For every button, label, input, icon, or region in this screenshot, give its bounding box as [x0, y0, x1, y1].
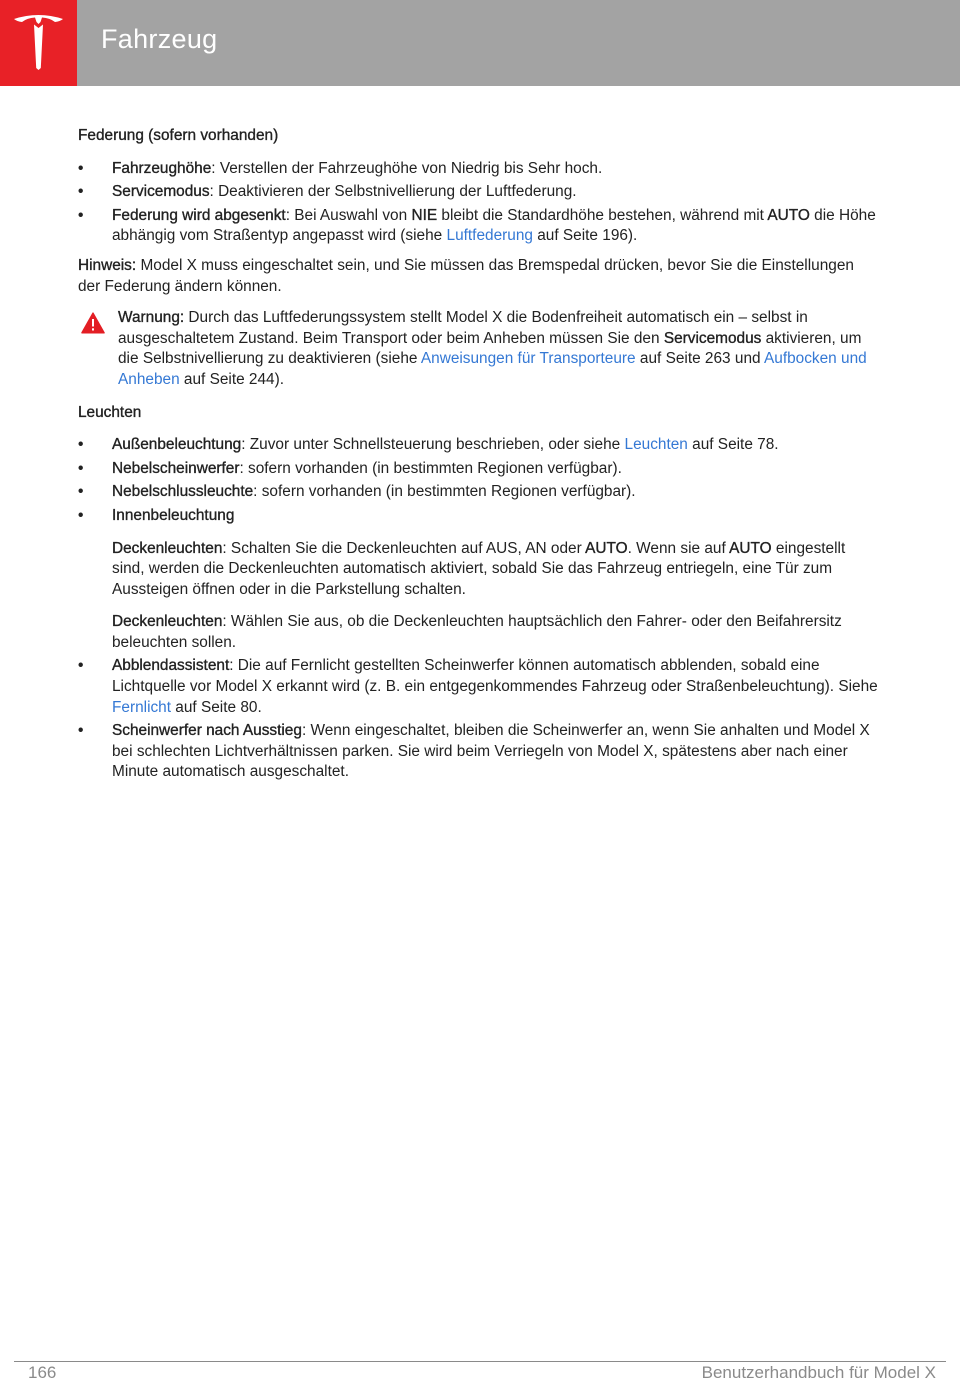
- warning-text-part: Durch das Luftfederungssystem stellt Model X die Bodenfreiheit automatisch ein – selbst in ausgeschaltetem Zustand. Beim Transport oder beim Anheben müssen Sie den: [118, 309, 808, 347]
- bullet-marker: •: [78, 722, 84, 740]
- item-text: : Zuvor unter Schnellsteuerung beschrieben, oder siehe: [241, 436, 625, 454]
- brand-logo-box: [0, 0, 77, 86]
- warning-icon: [81, 312, 105, 334]
- list-item: [78, 159, 878, 180]
- lights-heading: Leuchten: [78, 403, 142, 421]
- warning-text-part: auf Seite 244).: [179, 370, 285, 388]
- item-text: bleibt die Standardhöhe bestehen, während mit: [437, 206, 768, 224]
- warning-box: [78, 308, 878, 390]
- note-text: Model X muss eingeschaltet sein, und Sie müssen das Bremspedal drücken, bevor Sie die Einstellungen der Federung ändern können.: [78, 256, 854, 295]
- note-paragraph: [78, 256, 878, 297]
- item-term: Scheinwerfer nach Ausstieg: [112, 722, 302, 740]
- bullet-marker: •: [78, 459, 84, 477]
- interior-paragraph: [112, 612, 878, 653]
- warning-text: [118, 308, 878, 390]
- bullet-marker: •: [78, 506, 84, 524]
- link-luftfederung[interactable]: Luftfederung: [446, 227, 533, 245]
- section-title: Fahrzeug: [101, 24, 218, 54]
- list-item: [78, 506, 878, 654]
- bullet-marker: •: [78, 206, 84, 224]
- item-term: Deckenleuchten: [112, 539, 223, 557]
- setting-value: NIE: [411, 206, 438, 224]
- lights-list: [78, 435, 878, 783]
- list-item: [78, 656, 878, 718]
- item-term: Abblendassistent: [112, 657, 230, 675]
- item-text: auf Seite 196).: [532, 227, 638, 245]
- bullet-marker: •: [78, 159, 84, 177]
- link-anweisungen-transporteure[interactable]: Anweisungen für Transporteure: [420, 350, 636, 368]
- bullet-marker: •: [78, 183, 84, 201]
- bullet-marker: •: [78, 483, 84, 501]
- item-text: : Wenn eingeschaltet, bleiben die Scheinwerfer an, wenn Sie anhalten und Model X bei schlechten Lichtverhältnissen parken. Sie wird beim Verriegeln von Model X, spätestens aber nach einer Minute automatisch ausgeschaltet.: [112, 722, 870, 781]
- page-content: [78, 126, 878, 786]
- item-term: Außenbeleuchtung: [112, 436, 242, 454]
- item-term: Nebelschlussleuchte: [112, 483, 254, 501]
- item-term: Federung wird abgesenkt: [112, 206, 286, 224]
- interior-paragraph: [112, 539, 878, 601]
- setting-value: AUTO: [585, 539, 628, 557]
- link-aufbocken-anheben[interactable]: Aufbocken und Anheben: [118, 350, 867, 388]
- item-text: : Schalten Sie die Deckenleuchten auf AUS, AN oder: [222, 539, 586, 557]
- warning-term: Servicemodus: [663, 329, 762, 347]
- suspension-heading: Federung (sofern vorhanden): [78, 127, 279, 144]
- item-text: : Die auf Fernlicht gestellten Scheinwerfer können automatisch abblenden, sobald eine Lichtquelle vor Model X erkannt wird (z. B. ein entgegenkommendes Fahrzeug oder Straßenbeleuchtung). Siehe: [112, 657, 878, 696]
- warning-text-part: auf Seite 263 und: [635, 350, 764, 368]
- item-text: : sofern vorhanden (in bestimmten Regionen verfügbar).: [239, 459, 622, 477]
- list-item: [78, 435, 878, 456]
- warning-text-part: aktivieren, um die Selbstnivellierung zu deaktivieren (siehe: [118, 329, 862, 368]
- item-text: : Wählen Sie aus, ob die Deckenleuchten hauptsächlich den Fahrer- oder den Beifahrersitz beleuchten sollen.: [112, 613, 842, 651]
- warning-label: Warnung:: [118, 309, 185, 327]
- item-text: eingestellt sind, werden die Deckenleuchten automatisch aktiviert, sobald Sie das Fahrzeug entriegeln, eine Tür zum Aussteigen öffnen oder in die Parkstellung schalten.: [112, 539, 846, 598]
- suspension-list: [78, 159, 878, 247]
- item-text: auf Seite 80.: [171, 698, 262, 716]
- item-text: : sofern vorhanden (in bestimmten Regionen verfügbar).: [253, 483, 636, 501]
- footer-title: Benutzerhandbuch für Model X: [701, 1363, 936, 1382]
- item-text: die Höhe abhängig vom Straßentyp angepasst wird (siehe: [112, 206, 876, 245]
- item-text: : Bei Auswahl von: [285, 206, 412, 224]
- list-item: [78, 482, 878, 503]
- item-term: Fahrzeughöhe: [112, 159, 212, 177]
- item-term: Servicemodus: [112, 183, 210, 201]
- bullet-marker: •: [78, 436, 84, 454]
- list-item: [78, 459, 878, 480]
- footer-divider: [14, 1361, 946, 1362]
- item-term: Deckenleuchten: [112, 613, 223, 631]
- list-item: [78, 182, 878, 203]
- item-text: auf Seite 78.: [687, 436, 779, 454]
- tesla-logo-icon: [12, 12, 65, 70]
- bullet-marker: •: [78, 657, 84, 675]
- link-fernlicht[interactable]: Fernlicht: [112, 698, 172, 716]
- item-term: Innenbeleuchtung: [112, 506, 235, 524]
- setting-value: AUTO: [767, 206, 810, 224]
- link-leuchten[interactable]: Leuchten: [624, 436, 688, 454]
- note-label: Hinweis:: [78, 256, 137, 274]
- setting-value: AUTO: [729, 539, 772, 557]
- item-text: : Deaktivieren der Selbstnivellierung der Luftfederung.: [209, 183, 577, 201]
- list-item: [78, 206, 878, 247]
- item-text: . Wenn sie auf: [627, 539, 730, 557]
- list-item: [78, 721, 878, 783]
- item-text: : Verstellen der Fahrzeughöhe von Niedrig bis Sehr hoch.: [211, 159, 603, 177]
- item-term: Nebelscheinwerfer: [112, 459, 240, 477]
- page-header: [0, 0, 960, 86]
- page-number: 166: [28, 1363, 57, 1382]
